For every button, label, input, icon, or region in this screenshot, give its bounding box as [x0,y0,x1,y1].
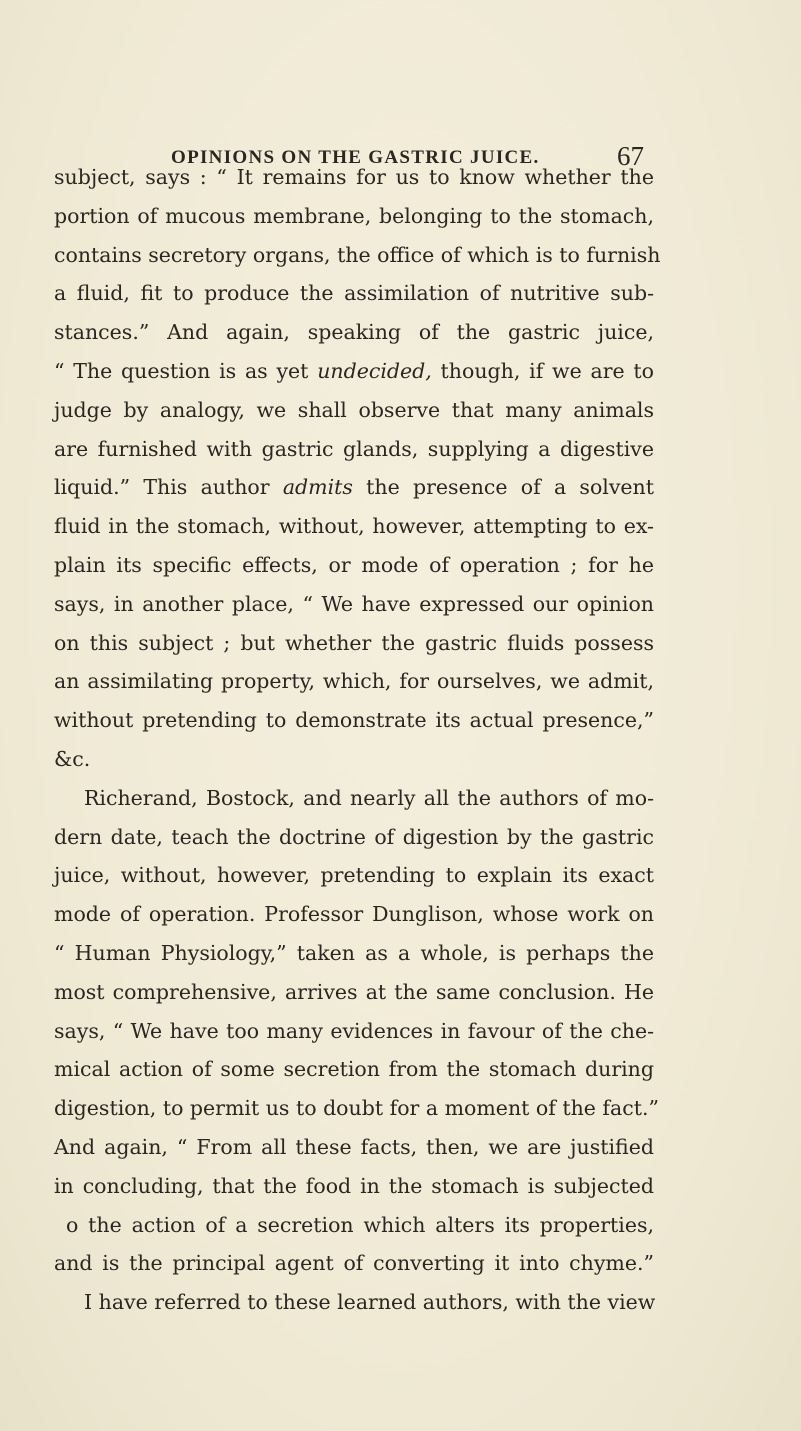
text-line [54,352,654,391]
text-line: portion of mucous membrane, belonging to the stomach, [54,203,654,228]
body-text [54,158,661,1322]
text-line: says, in another place, “ We have expressed our opinion [54,591,654,616]
paragraph-start: Richerand, Bostock, and nearly all the authors of mo- [84,785,654,810]
text-line: an assimilating property, which, for ourselves, we admit, [54,669,654,694]
text-line: subject, says : “ It remains for us to know whether the [54,165,654,189]
text-line: plain its specific effects, or mode of operation ; for he [54,552,654,577]
text-line: most comprehensive, arrives at the same conclusion. He [54,979,654,1004]
text-line: on this subject ; but whether the gastric fluids possess [54,630,654,655]
text-line: judge by analogy, we shall observe that many animals [54,397,654,422]
text-line: stances.” And again, speaking of the gastric juice, [54,320,654,345]
text-line: in concluding, that the food in the stomach is subjected [54,1173,654,1198]
text-line: mical action of some secretion from the stomach during [54,1057,654,1082]
text-line: and is the principal agent of converting it into chyme.” [54,1251,654,1276]
text-line: &c. [54,746,91,771]
running-title: OPINIONS ON THE GASTRIC JUICE. [171,147,540,168]
text-line: o the action of a secretion which alters its properties, [66,1212,654,1237]
text-line: fluid in the stomach, without, however, attempting to ex- [54,514,654,539]
text-line: contains secretory organs, the office of which is to furnish [54,242,661,267]
text-run: the presence of a solvent [352,475,655,500]
italic-word: undecided, [317,358,432,383]
italic-word: admits [282,475,353,500]
text-line: And again, “ From all these facts, then, we are justified [54,1134,654,1159]
text-line: are furnished with gastric glands, supplying a digestive [54,436,654,461]
text-run: “ The question is as yet [54,358,318,383]
text-line [54,468,654,507]
text-line: “ Human Physiology,” taken as a whole, is perhaps the [54,940,654,965]
text-line: mode of operation. Professor Dunglison, whose work on [54,902,654,927]
text-line: says, “ We have too many evidences in favour of the che- [54,1018,654,1043]
text-line: without pretending to demonstrate its actual presence,” [54,708,654,733]
text-line: juice, without, however, pretending to explain its exact [54,863,654,888]
text-line: digestion, to permit us to doubt for a moment of the fact.” [54,1096,659,1121]
page-number: 67 [617,141,644,171]
text-run: though, if we are to [431,358,654,383]
paragraph-start: I have referred to these learned authors, with the view [84,1290,656,1315]
text-run: liquid.” This author [54,475,283,500]
text-line: dern date, teach the doctrine of digestion by the gastric [54,824,654,849]
text-line: a fluid, fit to produce the assimilation of nutritive sub- [54,281,654,306]
